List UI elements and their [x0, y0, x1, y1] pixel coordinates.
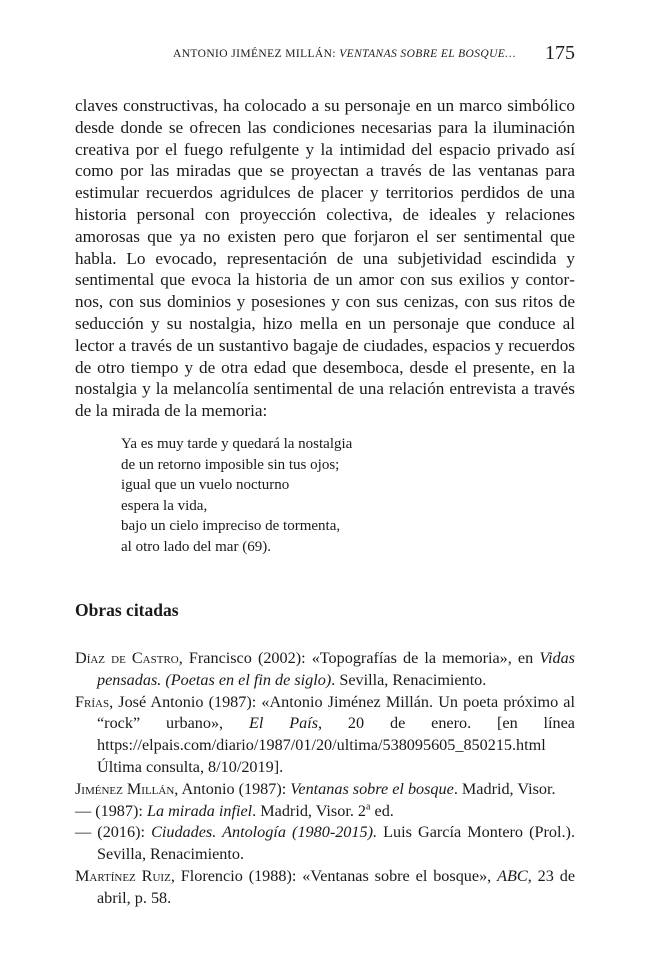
reference-author: Jiménez Millán	[75, 779, 175, 798]
poem-line: espera la vida,	[121, 497, 208, 514]
running-header	[75, 40, 575, 70]
running-title	[173, 48, 516, 60]
reference-title: Vidas pensadas. (Poetas en el fin de siglo)	[97, 649, 575, 689]
reference-entry: Martínez Ruiz, Florencio (1988): «Ventanas sobre el bosque», ABC, 23 de abril, p. 58.	[75, 866, 576, 907]
reference-entry: — (1987): La mirada infiel. Madrid, Visor. 2$^a$ ed.	[75, 801, 394, 820]
poem-line: Ya es muy tarde y quedará la nostalgia	[121, 436, 353, 452]
running-title-author: ANTONIO JIMÉNEZ MILLÁN:	[173, 48, 340, 60]
reference-author: Frías	[75, 692, 110, 711]
reference-entry: Jiménez Millán, Antonio (1987): Ventanas sobre el bosque. Madrid, Visor.	[75, 779, 556, 798]
reference-entry: Díaz de Castro, Francisco (2002): «Topografías de la memoria», en Vidas pensadas. (Poetas en el fin de siglo). Sevilla, Renacimiento.	[75, 649, 575, 689]
reference-author: Martínez Ruiz	[75, 866, 171, 885]
reference-entry: Frías, José Antonio (1987): «Antonio Jiménez Millán. Un poeta próximo al “rock” urbano», El País, 20 de enero. [en línea https://elpais.com/diario/1987/01/20/ultima/538095605_850215.html Última consulta, 8/10/2019].	[75, 692, 575, 776]
works-cited-list	[75, 648, 575, 910]
page-number: 175	[545, 42, 575, 64]
reference-title: El País	[248, 714, 319, 733]
works-cited-heading: Obras citadas	[75, 600, 179, 620]
reference-title: ABC	[497, 866, 528, 885]
reference-entry: — (2016): Ciudades. Antología (1980-2015). Luis García Montero (Prol.). Sevilla, Renacimiento.	[75, 823, 575, 864]
reference-title: Ventanas sobre el bosque	[290, 779, 454, 798]
reference-title: Ciudades. Antología (1980-2015).	[151, 823, 378, 842]
poem-line: igual que un vuelo nocturno	[121, 477, 290, 494]
poem-line: al otro lado del mar (69).	[121, 538, 271, 555]
poem-line: bajo un cielo impreciso de tormenta,	[121, 518, 341, 535]
poem-quote	[121, 434, 541, 558]
poem-line: de un retorno imposible sin tus ojos;	[121, 456, 340, 473]
body-text	[75, 95, 575, 422]
reference-author: Díaz de Castro	[75, 649, 179, 667]
running-title-work: VENTANAS SOBRE EL BOSQUE…	[339, 48, 516, 60]
reference-title: La mirada infiel	[146, 801, 253, 820]
body-paragraph: claves constructivas, ha colocado a su personaje en un marco simbólico desde donde se ofrecen las condiciones necesarias para la iluminación creativa por el fuego refulgente y la intimidad del espacio privado así como por las miradas que se proyectan a través de las ventanas para estimular recuerdos agridulces de placer y territorios perdidos de una historia personal con proyección colectiva, de ideales y relaciones amorosas que ya no existen pero que forjaron el ser sentimental que habla. Lo evocado, representación de una subjetividad escindida y sentimental que evoca la historia de un amor con sus exilios y contornos, con sus dominios y posesiones y con sus cenizas, con sus ritos de seducción y su nostalgia, hizo mella en un personaje que conduce al lector a través de un sustantivo bagaje de ciudades, espacios y recuerdos de otro tiempo y de otra edad que desemboca, desde el presente, en la nostalgia y la melancolía sentimental de una relación entrevista a través de la mirada de la memoria:	[75, 96, 575, 421]
